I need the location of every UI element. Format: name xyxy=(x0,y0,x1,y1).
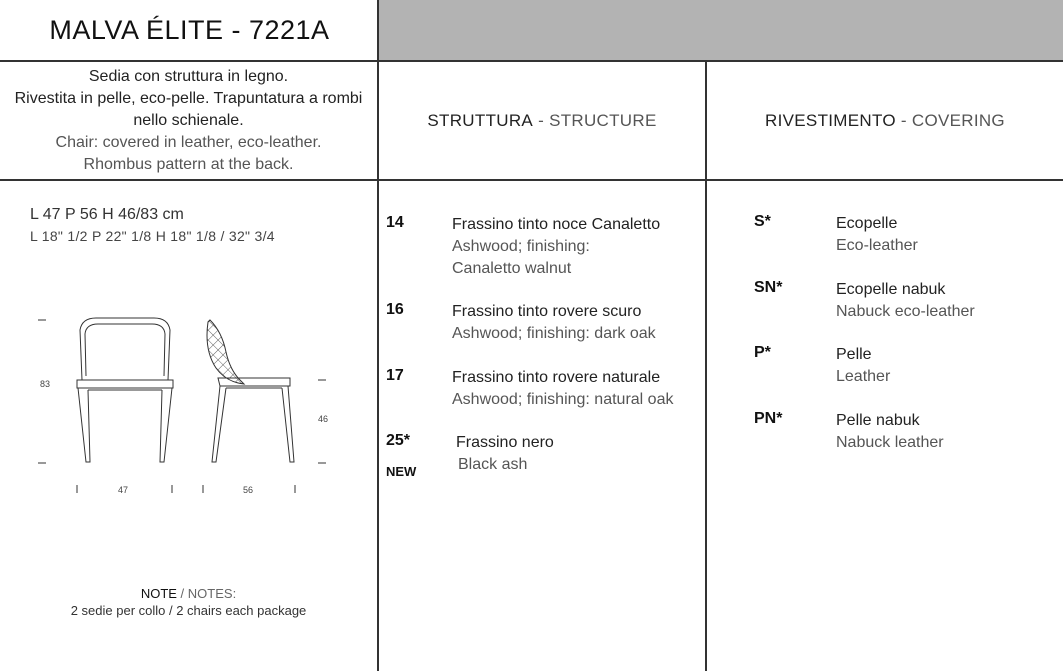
dim-width: 47 xyxy=(118,485,129,495)
note-text: 2 sedie per collo / 2 chairs each package xyxy=(70,603,307,618)
structure-item-en-2: Canaletto walnut xyxy=(452,260,572,277)
covering-code-s: S* xyxy=(754,213,771,230)
product-description xyxy=(0,62,377,179)
covering-item-en: Nabuck leather xyxy=(836,434,944,451)
structure-item-en: Ashwood; finishing: xyxy=(452,238,590,255)
structure-header-it: STRUTTURA xyxy=(427,110,534,130)
desc-it-line-3: nello schienale. xyxy=(133,112,244,129)
structure-code-17: 17 xyxy=(386,367,404,384)
structure-item-it: Frassino tinto noce Canaletto xyxy=(452,216,661,233)
title-cell xyxy=(0,0,379,60)
package-note xyxy=(0,585,377,619)
covering-item-it: Ecopelle nabuk xyxy=(836,281,946,298)
structure-header-sep: - xyxy=(533,110,550,130)
covering-item-en: Leather xyxy=(836,368,891,385)
covering-header-sep: - xyxy=(895,110,912,130)
structure-item-16 xyxy=(452,301,656,345)
note-label-en: NOTES: xyxy=(187,586,237,601)
desc-en-line-2: Rhombus pattern at the back. xyxy=(83,156,294,173)
covering-item-en: Nabuck eco-leather xyxy=(836,303,975,320)
structure-item-it: Frassino tinto rovere scuro xyxy=(452,303,642,320)
covering-code-sn: SN* xyxy=(754,279,783,296)
covering-item-it: Pelle xyxy=(836,346,872,363)
structure-item-en: Ashwood; finishing: natural oak xyxy=(452,391,674,408)
header-gray-band xyxy=(379,0,1063,60)
chair-drawing xyxy=(30,310,340,500)
covering-item-sn xyxy=(836,279,975,323)
covering-code-pn: PN* xyxy=(754,410,783,427)
structure-header xyxy=(379,62,705,179)
covering-header xyxy=(707,62,1063,179)
covering-item-it: Ecopelle xyxy=(836,215,898,232)
note-label-it: NOTE xyxy=(140,586,177,601)
covering-item-it: Pelle nabuk xyxy=(836,412,920,429)
note-label-sep: / xyxy=(176,586,188,601)
dim-seat-height: 46 xyxy=(318,414,329,424)
structure-item-en: Ashwood; finishing: dark oak xyxy=(452,325,656,342)
covering-item-pn xyxy=(836,410,944,454)
divider-middle xyxy=(0,179,1063,181)
dimensions xyxy=(30,206,275,244)
desc-it-line-2: Rivestita in pelle, eco-pelle. Trapuntatura a rombi xyxy=(14,90,363,107)
covering-item-s xyxy=(836,213,918,257)
new-badge: NEW xyxy=(386,464,417,479)
chair-side-view xyxy=(207,320,294,462)
product-title: MALVA ÉLITE - 7221A xyxy=(49,14,330,45)
structure-header-en: STRUCTURE xyxy=(549,110,657,130)
desc-it-line-1: Sedia con struttura in legno. xyxy=(88,68,289,85)
structure-item-it: Frassino tinto rovere naturale xyxy=(452,369,661,386)
structure-item-14 xyxy=(452,214,660,280)
chair-front-view xyxy=(77,318,173,462)
note-label xyxy=(0,585,377,602)
covering-code-p: P* xyxy=(754,344,771,361)
structure-item-en: Black ash xyxy=(458,456,528,473)
covering-item-en: Eco-leather xyxy=(836,237,918,254)
dim-depth: 56 xyxy=(243,485,254,495)
structure-item-17 xyxy=(452,367,673,411)
covering-header-en: COVERING xyxy=(911,110,1005,130)
desc-en-line-1: Chair: covered in leather, eco-leather. xyxy=(55,134,322,151)
dim-height-total: 83 xyxy=(40,379,51,389)
structure-item-25 xyxy=(456,432,554,476)
covering-header-it: RIVESTIMENTO xyxy=(765,110,896,130)
dimensions-inches: L 18" 1/2 P 22" 1/8 H 18" 1/8 / 32" 3/4 xyxy=(30,228,275,244)
structure-item-it: Frassino nero xyxy=(456,434,554,451)
dimensions-cm: L 47 P 56 H 46/83 cm xyxy=(30,206,184,223)
covering-item-p xyxy=(836,344,890,388)
structure-code-25: 25* xyxy=(386,432,411,449)
structure-code-16: 16 xyxy=(386,301,404,318)
structure-code-14: 14 xyxy=(386,214,404,231)
